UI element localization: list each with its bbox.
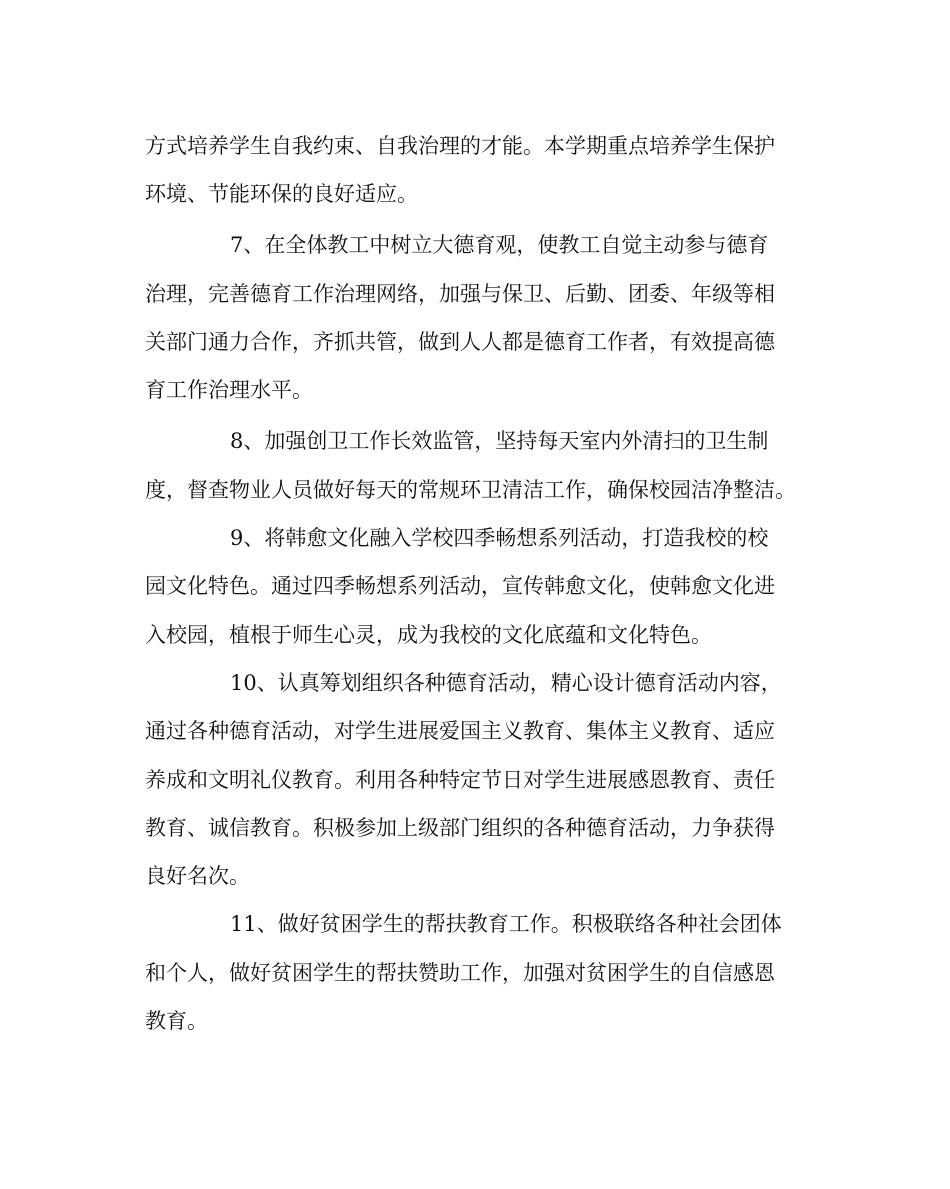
paragraph-11-first-line: 11、做好贫困学生的帮扶教育工作。积极联络各种社会团体 (230, 912, 782, 936)
text-line: 关部门通力合作，齐抓共管，做到人人都是德育工作者，有效提高德 (145, 330, 775, 354)
text-line: 养成和文明礼仪教育。利用各种特定节日对学生进展感恩教育、责任 (145, 768, 775, 792)
paragraph-10-first-line: 10、认真筹划组织各种德育活动，精心设计德育活动内容， (230, 671, 782, 695)
text-line: 入校园，植根于师生心灵，成为我校的文化底蕴和文化特色。 (145, 623, 712, 647)
text-line: 良好名次。 (145, 864, 250, 888)
paragraph-7-first-line: 7、在全体教工中树立大德育观，使教工自觉主动参与德育 (230, 233, 769, 257)
text-line: 和个人，做好贫困学生的帮扶赞助工作，加强对贫困学生的自信感恩 (145, 961, 775, 985)
text-line: 通过各种德育活动，对学生进展爱国主义教育、集体主义教育、适应 (145, 719, 775, 743)
text-line: 教育。 (145, 1009, 208, 1033)
text-line: 方式培养学生自我约束、自我治理的才能。本学期重点培养学生保护 (145, 134, 775, 158)
paragraph-8-first-line: 8、加强创卫工作长效监管，坚持每天室内外清扫的卫生制 (230, 429, 769, 453)
paragraph-9-first-line: 9、将韩愈文化融入学校四季畅想系列活动，打造我校的校 (230, 526, 769, 550)
text-line: 治理，完善德育工作治理网络，加强与保卫、后勤、团委、年级等相 (145, 282, 775, 306)
text-line: 环境、节能环保的良好适应。 (145, 182, 418, 206)
text-line: 度，督查物业人员做好每天的常规环卫清洁工作，确保校园洁净整洁。 (145, 478, 796, 502)
text-line: 教育、诚信教育。积极参加上级部门组织的各种德育活动，力争获得 (145, 816, 775, 840)
text-line: 育工作治理水平。 (145, 378, 313, 402)
text-line: 园文化特色。通过四季畅想系列活动，宣传韩愈文化，使韩愈文化进 (145, 574, 775, 598)
